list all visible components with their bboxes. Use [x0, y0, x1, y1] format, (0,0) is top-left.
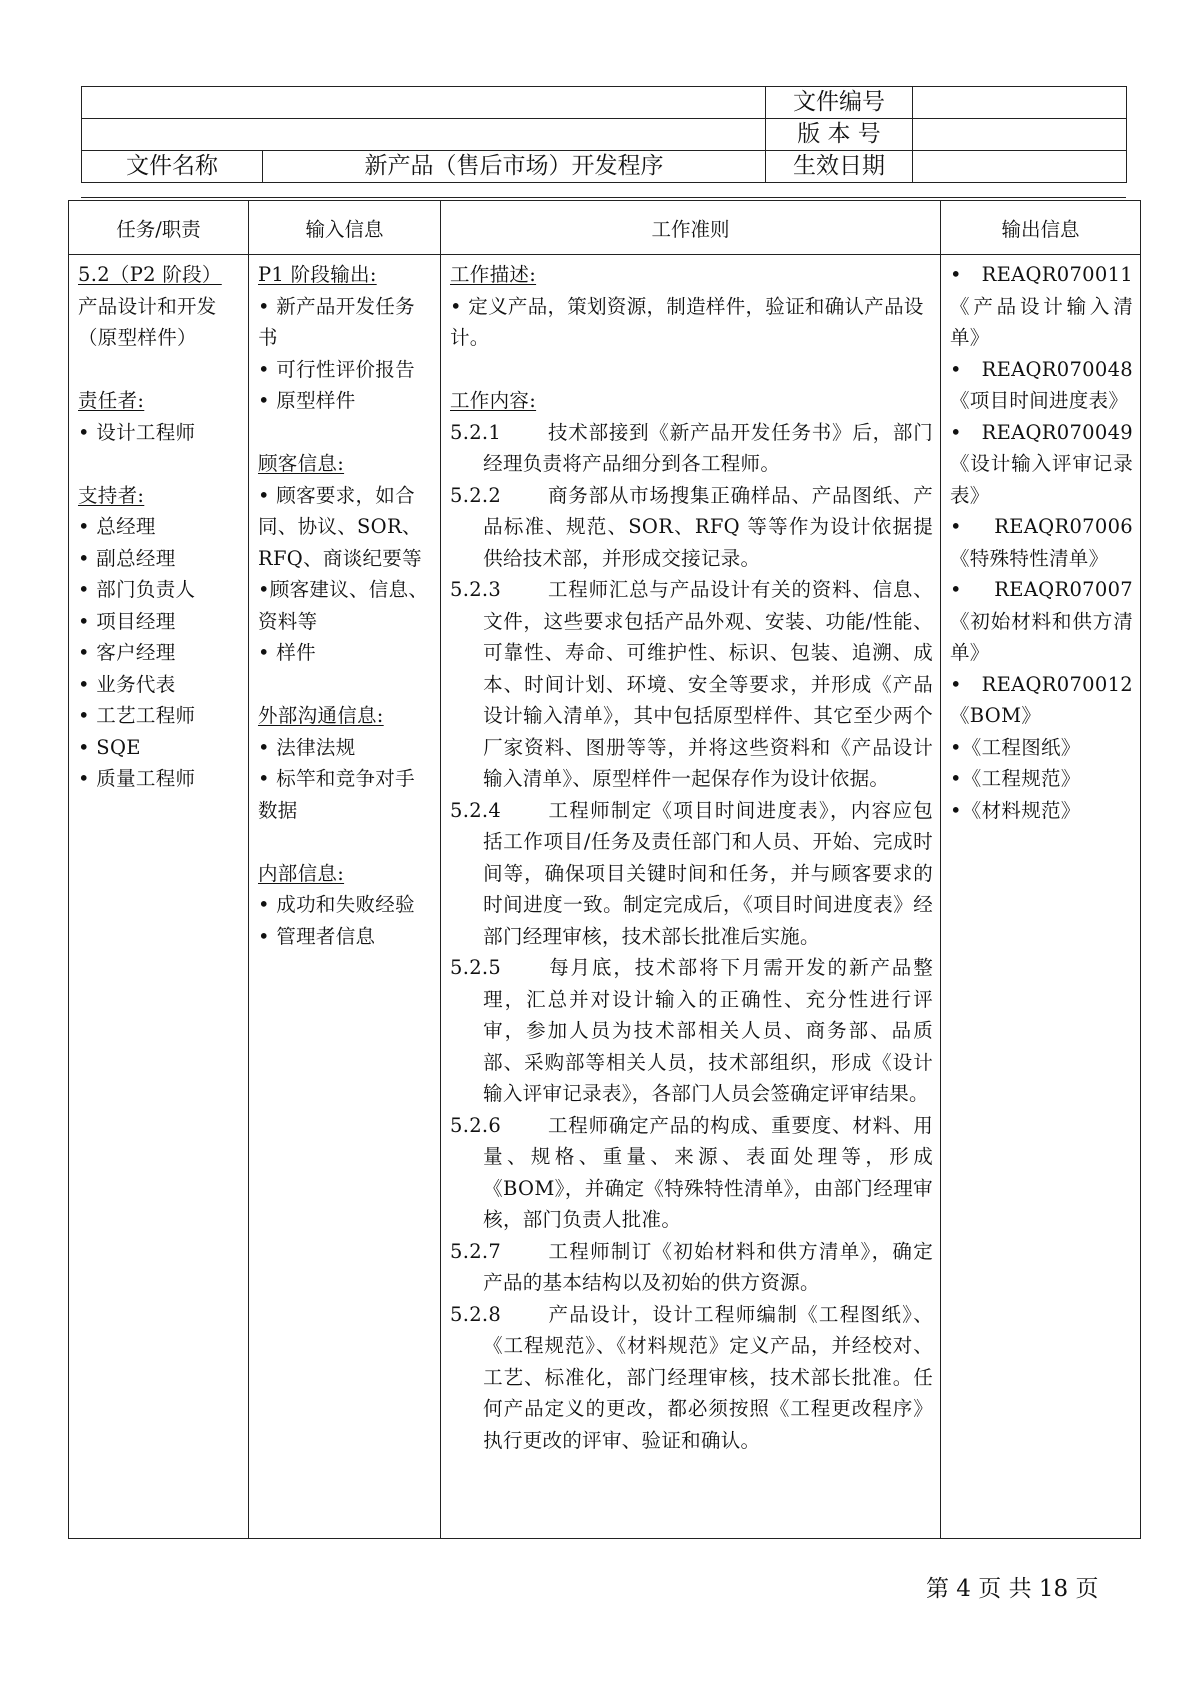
owner-label: 责任者: — [78, 389, 145, 412]
customer-info-label: 顾客信息: — [258, 452, 345, 475]
list-item: • 业务代表 — [78, 672, 176, 696]
list-item: • 法律法规 — [258, 735, 356, 759]
item-text: 技术部接到《新产品开发任务书》后，部门经理负责将产品细分到各工程师。 — [483, 420, 933, 475]
list-item: • 新产品开发任务书 — [258, 294, 415, 349]
column-header-task: 任务/职责 — [69, 201, 249, 255]
list-item: • REAQR07007《初始材料和供方清单》 — [950, 578, 1133, 664]
item-number: 5.2.5 — [450, 956, 502, 979]
item-text: 每月底，技术部将下月需开发的新产品整理，汇总并对设计输入的正确性、充分性进行评审，参加人员为技术部相关人员、商务部、品质部、采购部等相关人员，技术部组织，形成《设计输入评审记录表》，各部门人员会签确定评审结果。 — [483, 956, 933, 1105]
list-item: • 样件 — [258, 641, 316, 664]
criteria-item — [450, 574, 933, 795]
internal-info-label: 内部信息: — [258, 861, 345, 885]
criteria-item — [450, 1236, 933, 1299]
list-item: • 部门负责人 — [78, 578, 196, 601]
table-header-row — [69, 201, 1141, 255]
list-item: • REAQR070048《项目时间进度表》 — [950, 357, 1133, 412]
list-item: • 总经理 — [78, 515, 156, 538]
work-description-text: • 定义产品，策划资源，制造样件，验证和确认产品设计。 — [450, 294, 924, 349]
doc-name-label: 文件名称 — [82, 151, 263, 183]
effective-date-value — [913, 151, 1127, 183]
list-item: • 项目经理 — [78, 609, 176, 633]
list-item: • REAQR070011《产品设计输入清单》 — [950, 263, 1133, 349]
document-header-table — [81, 86, 1127, 183]
list-item: •顾客建议、信息、资料等 — [258, 578, 429, 633]
table-row — [69, 255, 1141, 1539]
item-text: 工程师汇总与产品设计有关的资料、信息、文件，这些要求包括产品外观、安装、功能/性能、可靠性、寿命、可维护性、标识、包装、追溯、成本、时间计划、环境、安全等要求，并形成《产品设计输入清单》，其中包括原型样件、其它至少两个厂家资料、图册等等，并将这些资料和《产品设计输入清单》、原型样件一起保存作为设计依据。 — [483, 578, 933, 790]
list-item: • REAQR070049《设计输入评审记录表》 — [950, 420, 1133, 507]
list-item: • 客户经理 — [78, 641, 176, 664]
doc-number-label: 文件编号 — [766, 87, 913, 119]
doc-name-value: 新产品（售后市场）开发程序 — [263, 151, 766, 183]
column-header-input: 输入信息 — [249, 201, 441, 255]
task-cell — [69, 255, 249, 1539]
work-description-label: 工作描述: — [450, 263, 537, 286]
list-item: •《材料规范》 — [950, 798, 1081, 822]
column-header-output: 输出信息 — [941, 201, 1141, 255]
column-header-criteria: 工作准则 — [441, 201, 941, 255]
p1-output-label: P1 阶段输出: — [258, 263, 377, 286]
item-number: 5.2.3 — [450, 578, 502, 601]
work-content-label: 工作内容: — [450, 389, 537, 412]
criteria-item — [450, 1299, 933, 1457]
list-item: • REAQR070012《BOM》 — [950, 672, 1133, 727]
criteria-item — [450, 417, 933, 480]
divider — [81, 197, 1126, 198]
task-name: 产品设计和开发（原型样件） — [78, 294, 217, 349]
output-cell — [941, 255, 1141, 1539]
list-item: •《工程图纸》 — [950, 735, 1081, 759]
item-number: 5.2.8 — [450, 1302, 502, 1326]
criteria-cell — [441, 255, 941, 1539]
list-item: • 标竿和竞争对手数据 — [258, 767, 415, 822]
list-item: • SQE — [78, 735, 141, 759]
input-cell — [249, 255, 441, 1539]
item-text: 产品设计，设计工程师编制《工程图纸》、《工程规范》、《材料规范》定义产品，并经校对、工艺、标准化，部门经理审核，技术部长批准。任何产品定义的更改，都必须按照《工程更改程序》执行更改的评审、验证和确认。 — [483, 1302, 933, 1452]
header-blank-cell — [82, 119, 766, 151]
item-number: 5.2.6 — [450, 1113, 502, 1137]
supporter-label: 支持者: — [78, 483, 145, 507]
item-text: 工程师制定《项目时间进度表》，内容应包括工作项目/任务及责任部门和人员、开始、完成时间等，确保项目关键时间和任务，并与顾客要求的时间进度一致。制定完成后，《项目时间进度表》经部门经理审核，技术部长批准后实施。 — [483, 798, 933, 948]
effective-date-label: 生效日期 — [766, 151, 913, 183]
list-item: • 原型样件 — [258, 389, 356, 412]
version-label: 版 本 号 — [766, 119, 913, 151]
item-text: 工程师确定产品的构成、重要度、材料、用量、规格、重量、来源、表面处理等，形成《BOM》，并确定《特殊特性清单》，由部门经理审核，部门负责人批准。 — [483, 1113, 933, 1231]
page-number: 第 4 页 共 18 页 — [926, 1576, 1099, 1602]
header-blank-cell — [82, 87, 766, 119]
item-text: 工程师制订《初始材料和供方清单》，确定产品的基本结构以及初始的供方资源。 — [483, 1239, 933, 1294]
criteria-item — [450, 480, 933, 575]
list-item: • REAQR07006《特殊特性清单》 — [950, 515, 1133, 570]
list-item: • 成功和失败经验 — [258, 893, 415, 916]
version-value — [913, 119, 1127, 151]
list-item: • 可行性评价报告 — [258, 357, 415, 381]
criteria-item — [450, 795, 933, 953]
list-item: • 工艺工程师 — [78, 704, 196, 727]
list-item: • 质量工程师 — [78, 767, 196, 790]
item-number: 5.2.7 — [450, 1239, 502, 1263]
item-number: 5.2.4 — [450, 798, 502, 822]
list-item: • 顾客要求，如合同、协议、SOR、RFQ、商谈纪要等 — [258, 483, 422, 570]
criteria-item — [450, 1110, 933, 1236]
list-item: • 副总经理 — [78, 546, 176, 570]
item-text: 商务部从市场搜集正确样品、产品图纸、产品标准、规范、SOR、RFQ 等等作为设计依据提供给技术部，并形成交接记录。 — [483, 483, 933, 570]
task-title: 5.2（P2 阶段） — [78, 263, 222, 286]
list-item: •《工程规范》 — [950, 767, 1081, 790]
procedure-table — [68, 200, 1141, 1539]
list-item: • 管理者信息 — [258, 924, 376, 948]
external-info-label: 外部沟通信息: — [258, 704, 384, 727]
list-item: • 设计工程师 — [78, 420, 196, 444]
criteria-item — [450, 952, 933, 1110]
item-number: 5.2.1 — [450, 420, 502, 444]
item-number: 5.2.2 — [450, 483, 502, 507]
doc-number-value — [913, 87, 1127, 119]
